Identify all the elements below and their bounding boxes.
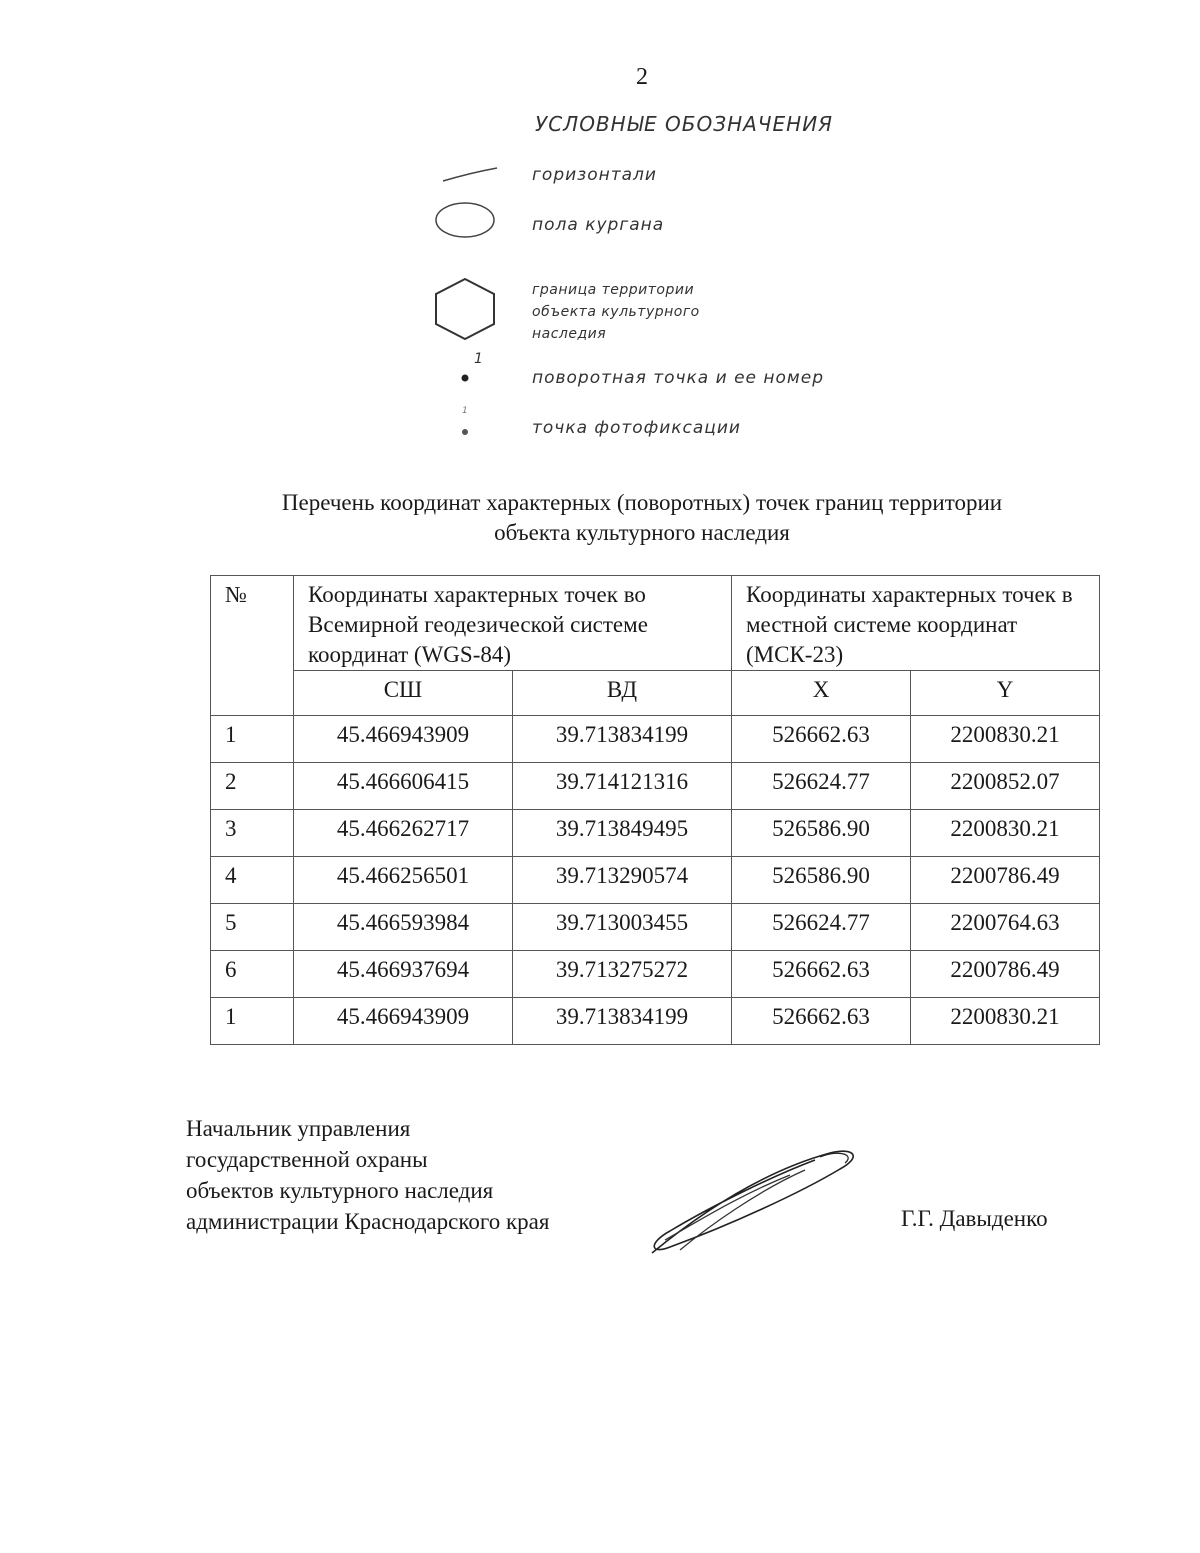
legend-label-turning-point: поворотная точка и ее номер	[532, 368, 824, 388]
header-latitude: СШ	[294, 671, 513, 716]
ellipse-icon	[433, 200, 497, 240]
cell-latitude: 45.466943909	[294, 716, 513, 763]
cell-y: 2200764.63	[911, 904, 1100, 951]
table-title-line-2: объекта культурного наследия	[494, 520, 790, 545]
cell-x: 526662.63	[732, 998, 911, 1045]
cell-longitude: 39.713834199	[513, 716, 732, 763]
coordinates-table	[210, 575, 1100, 1045]
cell-x: 526624.77	[732, 763, 911, 810]
table-title-line-1: Перечень координат характерных (поворотных) точек границ территории	[281, 490, 1003, 515]
cell-latitude: 45.466937694	[294, 951, 513, 998]
table-row	[211, 716, 1100, 763]
cell-latitude: 45.466256501	[294, 857, 513, 904]
cell-y: 2200830.21	[911, 810, 1100, 857]
photo-point-icon	[459, 426, 471, 438]
table-subheader-row	[211, 671, 1100, 716]
hexagon-icon	[432, 276, 498, 342]
legend-label-boundary-line-3: наследия	[532, 326, 607, 342]
legend-label-boundary-line-1: граница территории	[532, 282, 695, 298]
legend-label-boundary	[532, 279, 700, 345]
signatory-position	[186, 1113, 549, 1237]
legend-title: УСЛОВНЫЕ ОБОЗНАЧЕНИЯ	[535, 112, 834, 136]
table-title	[0, 488, 1200, 548]
cell-x: 526662.63	[732, 716, 911, 763]
cell-y: 2200852.07	[911, 763, 1100, 810]
cell-number: 2	[211, 763, 294, 810]
legend-label-boundary-line-2: объекта культурного	[532, 304, 700, 320]
cell-longitude: 39.714121316	[513, 763, 732, 810]
cell-y: 2200830.21	[911, 716, 1100, 763]
signer-name: Г.Г. Давыденко	[901, 1206, 1048, 1231]
cell-longitude: 39.713834199	[513, 998, 732, 1045]
table-row	[211, 810, 1100, 857]
header-wgs84: Координаты характерных точек во Всемирной геодезической системе координат (WGS-84)	[294, 576, 732, 671]
legend-label-contour: горизонтали	[532, 165, 657, 185]
cell-latitude: 45.466606415	[294, 763, 513, 810]
photo-point-number: 1	[462, 406, 469, 416]
cell-longitude: 39.713849495	[513, 810, 732, 857]
cell-x: 526624.77	[732, 904, 911, 951]
table-header-row	[211, 576, 1100, 671]
header-y: Y	[911, 671, 1100, 716]
header-msk23: Координаты характерных точек в местной системе координат (МСК-23)	[732, 576, 1100, 671]
table-row	[211, 998, 1100, 1045]
turning-point-icon	[459, 372, 471, 384]
page-number: 2	[636, 64, 648, 90]
header-longitude: ВД	[513, 671, 732, 716]
cell-number: 1	[211, 716, 294, 763]
cell-number: 4	[211, 857, 294, 904]
cell-number: 1	[211, 998, 294, 1045]
table-row	[211, 904, 1100, 951]
legend-label-photo-point: точка фотофиксации	[532, 418, 741, 438]
turning-point-number: 1	[474, 351, 484, 367]
cell-y: 2200786.49	[911, 857, 1100, 904]
cell-y: 2200830.21	[911, 998, 1100, 1045]
table-row	[211, 857, 1100, 904]
cell-latitude: 45.466593984	[294, 904, 513, 951]
signatory-position-line-3: объектов культурного наследия	[186, 1178, 494, 1203]
cell-longitude: 39.713003455	[513, 904, 732, 951]
signatory-position-line-1: Начальник управления	[186, 1116, 411, 1141]
cell-number: 5	[211, 904, 294, 951]
cell-latitude: 45.466943909	[294, 998, 513, 1045]
cell-number: 6	[211, 951, 294, 998]
cell-longitude: 39.713290574	[513, 857, 732, 904]
signatory-position-line-4: администрации Краснодарского края	[186, 1209, 550, 1234]
handwritten-signature	[640, 1135, 880, 1265]
contour-line-icon	[440, 165, 500, 185]
table-row	[211, 763, 1100, 810]
cell-latitude: 45.466262717	[294, 810, 513, 857]
cell-y: 2200786.49	[911, 951, 1100, 998]
cell-number: 3	[211, 810, 294, 857]
header-x: X	[732, 671, 911, 716]
table-row	[211, 951, 1100, 998]
header-number: №	[211, 576, 294, 716]
cell-x: 526662.63	[732, 951, 911, 998]
signatory-position-line-2: государственной охраны	[186, 1147, 428, 1172]
legend-label-mound: пола кургана	[532, 215, 665, 235]
cell-x: 526586.90	[732, 857, 911, 904]
cell-x: 526586.90	[732, 810, 911, 857]
cell-longitude: 39.713275272	[513, 951, 732, 998]
